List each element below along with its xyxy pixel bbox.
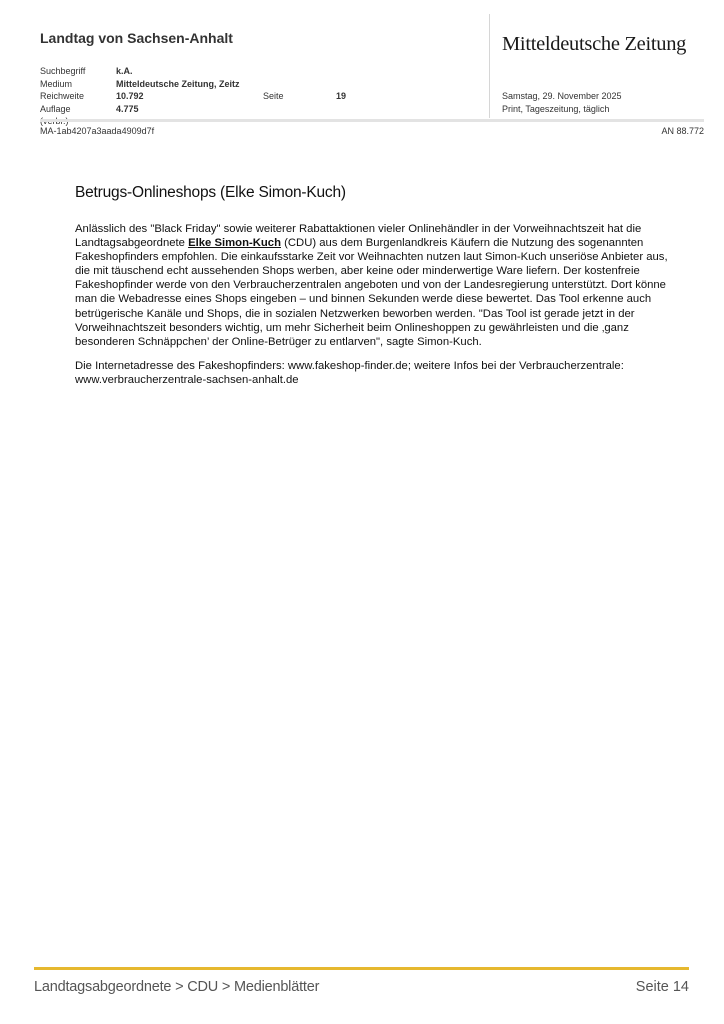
article-title: Betrugs-Onlineshops (Elke Simon-Kuch) <box>75 184 346 201</box>
article-body <box>75 222 675 397</box>
footer-page-number: Seite 14 <box>635 979 689 995</box>
suchbegriff-label: Suchbegriff <box>40 66 86 76</box>
header-rule <box>40 119 704 122</box>
reichweite-label: Reichweite <box>40 91 85 101</box>
auflage-label: Auflage <box>40 103 71 114</box>
publication-date: Samstag, 29. November 2025 <box>502 91 622 101</box>
document-id: MA-1ab4207a3aada4909d7f <box>40 126 155 136</box>
an-number: AN 88.772 <box>661 126 704 136</box>
suchbegriff-value: k.A. <box>116 66 133 76</box>
medium-value: Mitteldeutsche Zeitung, Zeitz <box>116 78 240 89</box>
seite-label: Seite <box>263 91 284 101</box>
paragraph-1-rest: (CDU) aus dem Burgenlandkreis Käufern die Nutzung des sogenannten Fakeshopfinders empfohlen. Die einkaufsstarke Zeit vor Weihnachten nutzen laut Simon-Kuch unseriöse Anbieter aus, die mit täuschend echt aussehenden Shops werben, aber keine oder minderwertige Ware liefern. Der kostenfreie Fakeshopfinder werde von den Verbraucherzentralen angeboten und von der Landesregierung unterstützt. Dort könne man die Webadresse eines Shops eingeben – und binnen Sekunden werde diese bewertet. Das Tool erkenne auch betrügerische Kanäle und Shops, die in sozialen Netzwerken beworben werden. "Das Tool ist gerade jetzt in der Vorweihnachtszeit besonders wichtig, um mehr Sicherheit beim Onlineshoppen zu gewährleisten und die ‚ganz besonderen Schnäppchen’ der Online-Betrüger zu entlarven", sagte Simon-Kuch. <box>75 237 668 348</box>
header-title: Landtag von Sachsen-Anhalt <box>40 30 233 46</box>
paragraph-1-start: Anlässlich des "Black Friday" sowie weiterer Rabattaktionen vieler Onlinehändler in der Vorweihnachtszeit hat die Landtagsabgeordnete <box>75 223 642 250</box>
article-paragraph-1 <box>75 222 675 349</box>
reichweite-value: 10.792 <box>116 91 144 101</box>
footer-accent-line <box>34 967 689 970</box>
seite-value: 19 <box>336 91 347 101</box>
article-paragraph-2: Die Internetadresse des Fakeshopfinders: www.fakeshop-finder.de; weitere Infos bei der Verbraucherzentrale: www.verbraucherzentrale-sachsen-anhalt.de <box>75 359 624 386</box>
person-name: Elke Simon-Kuch <box>188 237 281 250</box>
header-divider <box>489 14 490 118</box>
auflage-value: 4.775 <box>116 103 139 114</box>
publication-logo: Mitteldeutsche Zeitung <box>502 33 687 55</box>
footer-breadcrumb: Landtagsabgeordnete > CDU > Medienblätter <box>34 979 320 995</box>
publication-type: Print, Tageszeitung, täglich <box>502 103 610 114</box>
date-block <box>502 90 622 115</box>
medium-label: Medium <box>40 78 73 89</box>
